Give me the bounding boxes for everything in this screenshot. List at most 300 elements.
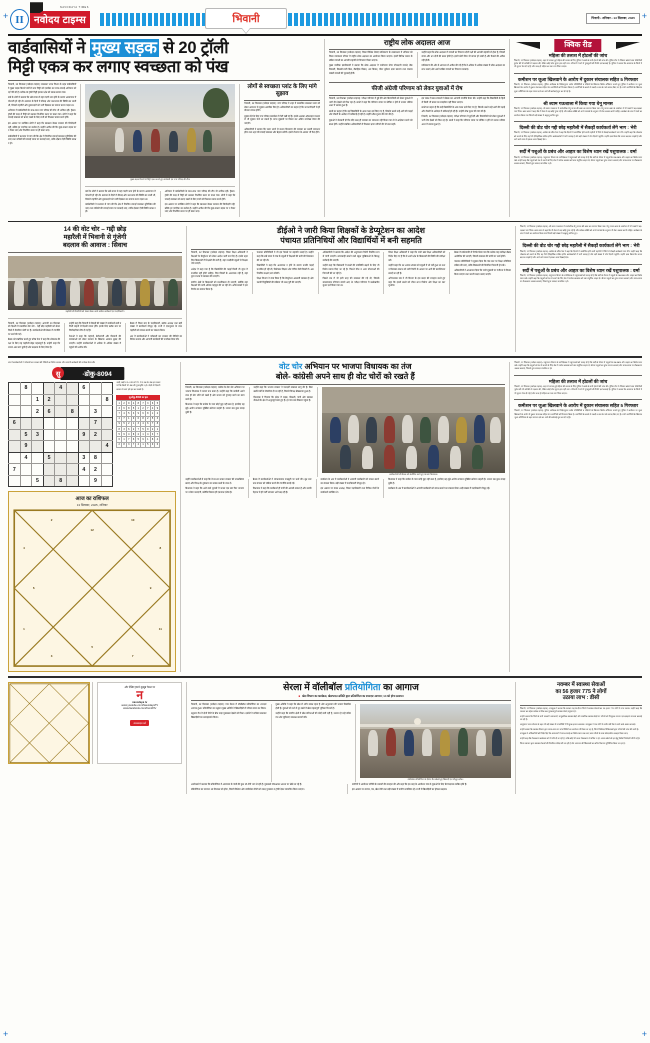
sudoku-answer-cell: 1 — [123, 437, 125, 441]
horoscope-date: 13 सितम्बर, 2025, शनिवार — [76, 502, 108, 507]
youtube-tagline: और देखिए हमारे यूट्यूब चैनल पर — [124, 685, 156, 689]
lead-para: अभियान में वार्डवासियों के साथ-साथ नगर परिषद की टीम भी शामिल रही। ट्रैक्टर-ट्रॉली की मदद से मिट्टी को उठाकर निर्धारित स्थान पर डाला गया। लोगों ने कहा कि सफाई व्यवस्था को बनाए रखने के लिए सभी को मिलकर प्रयास करने होंगे। — [164, 190, 236, 201]
fiji-headline: फीजी अंग्रेजी परिणाम को लेकर युवाओं में रोष — [371, 85, 463, 92]
sudoku-cell[interactable]: 3 — [90, 406, 102, 418]
sudoku-answer-cell: 8 — [151, 437, 154, 441]
volleyball-bullet: ■ खेल विभाग का कार्यक्रम, खेलभारत समिति द्वारा प्रतियोगिता का शानदार आगाज; 14 को होगा समापन — [191, 694, 511, 698]
sudoku-answer-cell: 9 — [142, 437, 144, 441]
sudoku-answer-cell: 8 — [128, 406, 130, 410]
sudoku-cell[interactable] — [9, 406, 21, 418]
sudoku-answer-cell: 6 — [137, 417, 139, 421]
sudoku-cell[interactable]: 7 — [9, 464, 21, 476]
kundli-house-number: 9 — [149, 586, 152, 591]
sudoku-cell[interactable] — [9, 441, 21, 453]
sudoku-cell[interactable] — [90, 383, 102, 395]
sudoku-cell[interactable]: 3 — [78, 452, 90, 464]
health-headline-3: उठाया लाभ : डीसी — [562, 695, 600, 702]
sudoku-answer-cell: 7 — [156, 432, 159, 436]
sudoku-answer-cell: 5 — [118, 432, 120, 436]
qr-headline: सर्दी में पशुओं के प्रबंध और आहार का विशेष ध्यान रखें पशुपालक : वर्मा — [519, 149, 637, 155]
mahrally-story — [8, 226, 182, 352]
sudoku-cell[interactable]: 4 — [55, 383, 67, 395]
sudoku-answer-cell: 3 — [118, 406, 120, 410]
qr-body: भिवानी, 12 सितम्बर (नवोदय टाइम्स): शहर से लापता हुई महिला की तलाश के लिए पुलिस ने कस्बे के सभी होटलों की जांच की। पुलिस टीम ने रजिस्टर खंगाले तथा सीसीटीवी फुटेज की भी बारीकी से पड़ताल की, लेकिन कोई ठोस सुराग हाथ नहीं लगा। परिजनों ने थाने में गुमशुदगी की रिपोर्ट दर्ज करवाई है। पुलिस ने बताया कि आसपास के जिलों में भी सूचना भेज दी गई है और जल्द ही महिला का पता लगा लिया जाएगा। — [514, 59, 642, 69]
health-para: जिला प्रशासन द्वारा स्वास्थ्य सेवाओं की नियमित समीक्षा की जा रही है और आमजन की शिकायतों का त्वरित निवारण सुनिश्चित किया जा रहा है। — [520, 742, 626, 745]
kundli-house-number: 8 — [159, 545, 162, 550]
lead-headline-part1: वार्डवासियों ने — [8, 38, 90, 57]
sudoku-cell[interactable] — [90, 441, 102, 453]
sudoku-cell[interactable] — [55, 464, 67, 476]
horoscope-title: आज का राशिफल — [75, 496, 109, 503]
sudoku-answer-cell: 3 — [132, 412, 135, 415]
sudoku-cell[interactable] — [55, 394, 67, 406]
banner-wing-right-icon — [616, 42, 640, 49]
sudoku-answer-cell: 1 — [156, 427, 159, 431]
sudoku-cell[interactable] — [78, 475, 90, 487]
sudoku-cell[interactable] — [55, 406, 67, 418]
deo-para: पिछले सत्र में भी इसी तरह की व्यवस्था की गई थी, जिसके सकारात्मक परिणाम सामने आए थे। परीक्षा परिणाम में उल्लेखनीय सुधार दर्ज किया गया था। — [322, 277, 380, 288]
kundli-house-number: 11 — [158, 626, 162, 631]
sudoku-answer-cell: 7 — [123, 417, 125, 421]
qr-tail-para: भिवानी, 12 सितम्बर (नवोदय टाइम्स): पशुपालन विभाग के उपनिदेशक ने पशुपालकों को सलाह दी है कि सर्दी के मौसम में पशुओं के रख-रखाव और आहार का विशेष ध्यान रखें। उन्होंने कहा कि पशुओं को ठंड से बचाने के लिए शेड में पर्याप्त व्यवस्था करें तथा संतुलित आहार दें। बीमार पशुओं का तुरंत उपचार करवाएं और समय-समय पर टीकाकरण अवश्य करवाएं, जिससे दुग्ध उत्पादन प्रभावित न हो। — [514, 361, 642, 371]
crop-mark-right: + — [641, 11, 647, 21]
sudoku-cell[interactable]: 6 — [78, 383, 90, 395]
kundli-house-number: 4 — [23, 545, 25, 550]
qr-headline: श्री श्याम गऊशाला में किया गया धेनू मानस — [543, 100, 613, 106]
lead-para: वार्ड के लोगों ने बताया कि लंबे समय से यहां गंदगी जमा होने के कारण आवागमन में परेशानी हो रही थी। बरसात के दिनों में कीचड़ और जलभराव की स्थिति बन जाती थी, जिससे राहगीरों और दुकानदारों को भारी दिक्कत का सामना करना पड़ता था। — [8, 96, 77, 107]
sudoku-cell[interactable] — [66, 383, 78, 395]
sudoku-cell[interactable] — [32, 452, 44, 464]
bottom-left-column — [8, 682, 182, 794]
sudoku-cell[interactable]: 3 — [32, 429, 44, 441]
sudoku-answer-cell: 1 — [147, 437, 149, 441]
bjp-para: विधायक ने गिनाया कि प्रदेश में सड़क, बिजली, पानी और स्वास्थ्य सेवाओं के क्षेत्र में अभूतपूर्व काम हुए हैं। हर गांव तक विकास पहुंचा है। — [253, 396, 313, 403]
fiji-para: भिवानी, 12 सितम्बर (नवोदय टाइम्स): परीक्षा परिणाम में हुई देरी और विसंगतियों को लेकर युवाओं में भारी रोष देखने को मिल रहा है। छात्रों ने कहा कि परिणाम समय पर घोषित न होने से उनका भविष्य अधर में लटका हुआ है। — [329, 97, 413, 108]
sudoku-answer-cell: 2 — [137, 432, 139, 436]
mahrally-tail-para: अंत में कार्यकर्ताओं ने नारेबाजी कर सरकार की नीतियों का विरोध जताया और आगामी कार्यक्रमों की रूपरेखा तैयार की। — [8, 361, 96, 364]
sudoku-answer-cell: 5 — [156, 401, 159, 405]
kundli-house-number: 1 — [23, 626, 25, 631]
sudoku-answer-cell: 1 — [142, 443, 144, 447]
deo-para: ग्रामीण क्षेत्रों के विद्यालयों को प्राथमिकता दी जाएगी, क्योंकि वहां शिक्षकों की कमी अधिक महसूस की जा रही थी। अभिभावकों ने इस निर्णय का स्वागत किया है। — [191, 281, 248, 292]
deo-para: उन्होंने कहा कि विद्यालयों में बच्चों की उपस्थिति बढ़ाने के लिए भी विशेष प्रयास किए जा रहे हैं। मिड-डे मील व अन्य योजनाओं की निगरानी की जा रही है। — [322, 264, 380, 275]
sudoku-cell[interactable] — [101, 429, 113, 441]
sudoku-grid[interactable] — [8, 382, 113, 487]
sudoku-cell[interactable]: 2 — [90, 429, 102, 441]
sudoku-cell[interactable] — [55, 441, 67, 453]
mahrally-para: बैठक में जिला स्तर के पदाधिकारी, ब्लॉक अध्यक्ष तथा बड़ी संख्या में कार्यकर्ता मौजूद रहे। सभी ने एकजुटता के साथ महारैली को सफल बनाने का संकल्प लिया। — [130, 322, 182, 333]
sudoku-answer-cell: 6 — [118, 437, 120, 441]
sudoku-answer-cell: 9 — [147, 427, 149, 431]
kundli-house-number: 5 — [91, 644, 93, 649]
qr-headline: कमीशन पर जुआ खिलवाने के आरोप में दुकान संचालक सहित 5 गिरफ्तार — [517, 76, 639, 82]
lead-headline-part2: से 20 ट्रॉली — [158, 38, 229, 57]
kundli-svg-bottom — [9, 683, 89, 763]
sudoku-answer-cell: 3 — [156, 417, 159, 421]
mahrally-headline-2: महारैली में भिवानी से गूंजेगी — [63, 234, 127, 242]
lokadalat-col-2 — [422, 52, 506, 78]
sudoku-cell[interactable]: 5 — [20, 429, 32, 441]
vb-para: आयोजकों ने बताया कि प्रतियोगिता में आसपास के गांवों की कुल 16 टीमें भाग ले रही हैं। मुकाबले नॉकआउट आधार पर खेले जा रहे हैं। — [191, 783, 302, 786]
sudoku-cell[interactable] — [66, 475, 78, 487]
fiji-col-1 — [329, 98, 413, 129]
sudoku-cell[interactable] — [43, 464, 55, 476]
vb-col-3 — [191, 784, 343, 795]
sudoku-answer-cell: 9 — [132, 417, 135, 421]
logo-flag-icon — [30, 2, 43, 13]
quick-read-column — [514, 39, 642, 217]
edition-tab[interactable] — [205, 8, 287, 29]
vb-para: उन्होंने कहा कि ग्रामीण क्षेत्रों में खेल प्रतिभाओं की कोई कमी नहीं है, जरूरत है उन्हें उचित मंच और सुविधाएं उपलब्ध करवाने की। — [275, 712, 351, 719]
deo-para: पंचायत प्रतिनिधियों ने भी इस फैसले पर सहमति जताई है। उन्होंने कहा कि लंबे समय से गांव के स्कूलों में शिक्षकों की कमी की शिकायत की जा रही थी। — [256, 252, 314, 262]
sudoku-rules: आड़ी, खड़ी व 3×3 के वर्ग में 1 से 9 तक के अंक इस प्रकार भरें कि किसी भी अंक की पुनरावृत्ति न हो। थोड़ी सी दिमागी कसरत से आप इसे हल कर सकते हैं। — [116, 382, 161, 391]
deo-para: भिवानी, 12 सितम्बर (नवोदय टाइम्स): जिला शिक्षा अधिकारी ने शिक्षकों के डेप्यूटेशन को लेकर आदेश जारी कर दिए हैं। इसके तहत जिन विद्यालयों में शिक्षकों की कमी है, वहां नजदीकी स्कूलों से शिक्षक भेजे जाएंगे। — [191, 252, 248, 266]
sudoku-answer-cell: 9 — [128, 401, 130, 405]
mahrally-para: नेताओं ने कहा कि महंगाई, बेरोजगारी और किसानों की समस्याओं को लेकर सरकार के खिलाफ आवाज बुलंद की जाएगी। उन्होंने कार्यकर्ताओं से अधिक से अधिक संख्या में पहुंचने की अपील की। — [69, 335, 121, 349]
lead-para: वार्ड के लोगों ने बताया कि लंबे समय से यहां गंदगी जमा होने के कारण आवागमन में परेशानी हो रही थी। बरसात के दिनों में कीचड़ और जलभराव की स्थिति बन जाती थी, जिससे राहगीरों और दुकानदारों को भारी दिक्कत का सामना करना पड़ता था। — [85, 190, 156, 201]
masthead — [0, 0, 650, 34]
sudoku-cell[interactable] — [32, 464, 44, 476]
lead-para: इस अवसर पर उपस्थित लोगों ने कहा कि स्वच्छता केवल सरकार की जिम्मेदारी नहीं, बल्कि हर नागरिक का कर्तव्य है। उन्होंने अपील की कि कूड़ा-कचरा सड़क पर न फेंका जाए और निर्धारित स्थान पर ही डाला जाए। — [164, 203, 236, 214]
second-band — [8, 226, 642, 352]
fiji-para: युवाओं ने चेतावनी दी कि यदि जल्द ही समस्या का समाधान नहीं किया गया तो वे आंदोलन करने को बाध्य होंगे। उन्होंने संबंधित अधिकारियों से मिलकर ज्ञापन सौंपने की भी बात कही। — [329, 119, 413, 126]
lead-column-2a — [85, 191, 156, 217]
sudoku-answer-cell: 5 — [151, 417, 154, 421]
vb-para: ग्रामीणों ने आयोजन समिति के प्रयासों की सराहना की और कहा कि इस तरह के आयोजन गांव के युवाओं के लिए प्रेरणादायक साबित होते हैं। — [352, 783, 468, 786]
sudoku-cell[interactable] — [20, 475, 32, 487]
puzzle-column — [8, 362, 176, 673]
sudoku-row — [9, 406, 113, 418]
deo-para: बैठक में सर्वसम्मति से निर्णय लिया गया कि प्रत्येक माह समीक्षा बैठक आयोजित की जाएगी, जिसमें व्यवस्था की प्रगति पर चर्चा होगी। — [454, 252, 511, 258]
lead-para: अभियान में वार्डवासियों के साथ-साथ नगर परिषद की टीम भी शामिल रही। ट्रैक्टर-ट्रॉली की मदद से मिट्टी को उठाकर निर्धारित स्थान पर डाला गया। लोगों ने कहा कि सफाई व्यवस्था को बनाए रखने के लिए सभी को मिलकर प्रयास करने होंगे। — [8, 109, 77, 120]
sudoku-cell[interactable] — [20, 464, 32, 476]
sudoku-answer-cell: 3 — [123, 427, 125, 431]
sudoku-cell[interactable]: 8 — [90, 452, 102, 464]
sudoku-answer-cell: 7 — [147, 406, 149, 410]
volleyball-photo — [360, 704, 511, 778]
sudoku-answer-cell: 1 — [142, 432, 144, 436]
banner-wing-left-icon — [516, 42, 540, 49]
lead-para: भिवानी, 12 सितम्बर (नवोदय टाइम्स): नगर परिषद ने शहर में प्रस्तावित स्वच्छता प्लांट को लेकर आमजन से सुझाव आमंत्रित किए हैं। अधिकारियों का कहना है कि जनभागीदारी से ही योजना सफल होगी। — [244, 102, 320, 113]
bjp-photo — [322, 387, 506, 473]
kundli-house-number: 10 — [131, 517, 135, 522]
sudoku-answer-cell: 8 — [156, 422, 159, 426]
deo-col-3 — [323, 252, 380, 294]
sudoku-answer-grid — [116, 400, 160, 448]
health-para: आयुष्मान भारत योजना के तहत भी बड़ी संख्या में लाभार्थियों ने निःशुल्क इलाज करवाया। उपायुक्त ने पात्र लोगों से अपील की कि वे अपने कार्ड अवश्य बनवाएं। — [520, 723, 636, 726]
vb-col-1 — [191, 704, 267, 782]
sudoku-answer-cell: 8 — [142, 417, 144, 421]
deo-headline-1: डीईओ ने जारी किया शिक्षकों के डेप्यूटेशन का आदेश — [277, 226, 425, 236]
masthead-stripe-right — [288, 13, 478, 26]
quick-read-item — [514, 125, 642, 142]
vb-col-4 — [352, 784, 504, 795]
lead-headline-highlight: मुख्य सड़क — [91, 38, 157, 57]
bjp-para: विधायक ने कहा कि आने वाले चुनावों में जनता एक बार फिर भाजपा पर भरोसा जताएगी, क्योंकि विकास ही एकमात्र एजेंडा है। — [185, 488, 244, 495]
dateline: भिवानी • शनिवार • 13 सितम्बर, 2025 — [586, 13, 640, 24]
bjp-col-4 — [253, 479, 312, 497]
vb-head-part1: सेरला में वॉलीबॉल — [283, 681, 345, 692]
lead-headline — [8, 39, 320, 58]
sudoku-cell[interactable]: 4 — [20, 452, 32, 464]
sudoku-answer-cell: 2 — [147, 417, 149, 421]
sudoku-cell[interactable]: 9 — [20, 441, 32, 453]
deo-para: पंचायत प्रतिनिधियों ने सुझाव दिया कि गांव स्तर पर शिक्षा समितियां सक्रिय की जाएं, ताकि विद्यालयों की नियमित निगरानी हो सके। — [454, 261, 511, 267]
col-lok-adalat — [329, 39, 505, 217]
sudoku-answer-cell: 8 — [123, 443, 125, 447]
sudoku-answer-cell: 1 — [118, 401, 120, 405]
sudoku-cell[interactable] — [43, 441, 55, 453]
sudoku-cell[interactable] — [9, 394, 21, 406]
qr-body: भिवानी, 12 सितम्बर (नवोदय टाइम्स): कांग्रेस के वरिष्ठ नेता ने कहा कि दिल्ली में आयोजित होने वाली महारैली में जिले से सैकड़ों कार्यकर्ता भाग लेंगे। उन्होंने कहा कि लोकतंत्र को बचाने के लिए यह रैली ऐतिहासिक साबित होगी। कार्यकर्ताओं में भारी उत्साह है और बड़ी संख्या में लोग दिल्ली पहुंचेंगे। उन्होंने दावा किया कि जनता बदलाव चाहती है और आने वाले समय में इसका असर दिखाई देगा। — [514, 132, 642, 142]
sudoku-answer-cell: 2 — [151, 427, 154, 431]
sudoku-answer-cell: 6 — [156, 443, 159, 447]
sudoku-cell[interactable] — [66, 394, 78, 406]
sudoku-cell[interactable]: 1 — [32, 394, 44, 406]
sudoku-answer-title: सु-डोकु-8093 का हल — [116, 395, 160, 400]
lead-story — [8, 39, 320, 217]
sudoku-answer-cell: 5 — [123, 422, 125, 426]
lokadalat-para: मुख्य न्यायिक दंडाधिकारी ने बताया कि लोक अदालत में राजीनामा योग्य फौजदारी मामले, बैंक रिकवरी, बिजली-पानी बिल, वैवाहिक विवाद, श्रम विवाद, मोटर दुर्घटना दावा प्रकरण तथा राजस्व संबंधी मामलों की सुनवाई होगी। — [329, 65, 413, 75]
kundli-house-number: 6 — [32, 586, 35, 591]
sudoku-cell[interactable] — [66, 417, 78, 429]
sudoku-answer-cell: 4 — [132, 401, 135, 405]
sudoku-answer-cell: 8 — [137, 401, 139, 405]
sudoku-answer-cell: 3 — [151, 432, 154, 436]
sudoku-cell[interactable] — [20, 417, 32, 429]
qr-body: भिवानी, 12 सितम्बर (नवोदय टाइम्स): पशुपालन विभाग के उपनिदेशक ने पशुपालकों को सलाह दी है कि सर्दी के मौसम में पशुओं के रख-रखाव और आहार का विशेष ध्यान रखें। उन्होंने कहा कि पशुओं को ठंड से बचाने के लिए शेड में पर्याप्त व्यवस्था करें तथा संतुलित आहार दें। बीमार पशुओं का तुरंत उपचार करवाएं और समय-समय पर टीकाकरण अवश्य करवाएं, जिससे दुग्ध उत्पादन प्रभावित न हो। — [514, 156, 642, 166]
volleyball-story — [191, 682, 511, 794]
quick-read-tail — [514, 362, 642, 673]
sudoku-answer-cell: 6 — [132, 437, 135, 441]
bjp-para: कार्यक्रम के अंत में कार्यकर्ताओं ने आगामी कार्यक्रमों को सफल बनाने का संकल्प लिया। बड़ी संख्या में पदाधिकारी मौजूद रहे। — [320, 479, 380, 486]
sudoku-cell[interactable] — [20, 394, 32, 406]
youtube-url-2[interactable]: www.facebook.com/KundliTv — [123, 706, 157, 710]
quick-read-continued — [520, 226, 642, 352]
edition-tab-label: भिवानी — [232, 12, 260, 25]
qr-headline: सर्दी में पशुओं के प्रबंध और आहार का विशेष ध्यान रखें पशुपालक : वर्मा — [522, 267, 640, 273]
crop-mark-left: + — [3, 11, 9, 21]
sudoku-cell[interactable]: 5 — [32, 475, 44, 487]
sudoku-answer-cell: 6 — [147, 422, 149, 426]
sudoku-cell[interactable]: 4 — [78, 464, 90, 476]
qr-cont-para: भिवानी, 12 सितम्बर (नवोदय टाइम्स): पशुपालन विभाग के उपनिदेशक ने पशुपालकों को सलाह दी है कि सर्दी के मौसम में पशुओं के रख-रखाव और आहार का विशेष ध्यान रखें। उन्होंने कहा कि पशुओं को ठंड से बचाने के लिए शेड में पर्याप्त व्यवस्था करें तथा संतुलित आहार दें। बीमार पशुओं का तुरंत उपचार करवाएं और समय-समय पर टीकाकरण अवश्य करवाएं, जिससे दुग्ध उत्पादन प्रभावित न हो। — [520, 274, 642, 284]
sudoku-cell[interactable] — [101, 475, 113, 487]
kundli-panel — [8, 682, 88, 764]
sudoku-answer-cell: 5 — [128, 412, 130, 415]
vb-col-2 — [276, 704, 352, 782]
lokadalat-para: भिवानी, 12 सितम्बर (नवोदय टाइम्स): जिला विधिक सेवाएं प्राधिकरण के तत्वावधान में शनिवार को जिला न्यायालय परिसर में राष्ट्रीय लोक अदालत का आयोजन किया जाएगा। इसमें विभिन्न प्रकार के लंबित मामलों का आपसी सहमति से निपटारा किया जाएगा। — [329, 52, 413, 62]
fiji-para: छात्रों का कहना है कि कई विद्यार्थियों के अंक गलत दर्ज किए गए हैं, जिसके चलते उन्हें आगे की पढ़ाई और नौकरी के आवेदन में कठिनाई हो रही है। उन्होंने शीघ्र सुधार की मांग की है। — [421, 106, 505, 113]
top-section — [8, 39, 642, 217]
sudoku-answer-cell: 9 — [137, 412, 139, 415]
bjp-para: इस अवसर पर मंडल अध्यक्ष, जिला पदाधिकारी तथा विभिन्न मोर्चों के कार्यकर्ता उपस्थित थे। — [320, 488, 380, 495]
sudoku-answer-cell: 5 — [137, 437, 139, 441]
fiji-para: छात्रों का कहना है कि कई विद्यार्थियों के अंक गलत दर्ज किए गए हैं, जिसके चलते उन्हें आगे की पढ़ाई और नौकरी के आवेदन में कठिनाई हो रही है। उन्होंने शीघ्र सुधार की मांग की है। — [329, 110, 413, 117]
sudoku-answer-cell: 4 — [118, 417, 120, 421]
bjp-headline-1 — [185, 362, 505, 372]
sudoku-cell[interactable] — [78, 406, 90, 418]
quick-read-title: क्विक रीड — [554, 39, 601, 52]
lead-photo — [85, 84, 235, 178]
sudoku-answer-cell: 7 — [128, 437, 130, 441]
sudoku-answer-cell: 2 — [123, 401, 125, 405]
sudoku-cell[interactable]: 2 — [43, 394, 55, 406]
fiji-para: इस संबंध में छात्र संगठनों ने बैठक कर आगामी रणनीति तैयार की। उन्होंने कहा कि विद्यार्थियों के हितों से किसी भी प्रकार का समझौता नहीं किया जाएगा। — [421, 97, 505, 104]
sudoku-cell[interactable] — [32, 441, 44, 453]
bjp-headline-2: बोले- कांग्रेसी अपने साथ ही वोट चोरों को रखते हैं — [275, 371, 415, 381]
bjp-col-6 — [388, 479, 505, 497]
sudoku-row — [9, 441, 113, 453]
bjp-para: विधायक ने कहा कि कांग्रेस के पास कोई मुद्दा नहीं बचा है, इसलिए वह झूठे आरोप लगाकर सुर्खियां बटोरना चाहती है। जनता सब कुछ समझ चुकी है। — [388, 479, 506, 486]
subscribe-button[interactable]: सब्सक्राइब करें — [130, 720, 149, 726]
lead-headline-line2: मिट्टी एकत्र कर लगाए स्वच्छता को पंख — [8, 58, 229, 77]
vb-para: प्रतियोगिता का समापन 14 सितम्बर को होगा, जिसमें विजेता और उपविजेता टीमों को नकद पुरस्कार व ट्रॉफी देकर सम्मानित किया जाएगा। — [191, 788, 305, 791]
youtube-promo[interactable] — [97, 682, 182, 764]
crop-mark-bottom-left: + — [3, 1029, 9, 1039]
sudoku-cell[interactable] — [90, 394, 102, 406]
sudoku-cell[interactable]: 9 — [78, 429, 90, 441]
sudoku-cell[interactable] — [66, 429, 78, 441]
sudoku-cell[interactable] — [43, 429, 55, 441]
subhead-plant: लोगों से स्वच्छता प्लांट के लिए मांगे सुझाव — [247, 84, 317, 97]
qr-headline: कमीशन पर जुआ खिलवाने के आरोप में दुकान संचालक सहित 5 गिरफ्तार — [518, 403, 639, 409]
sudoku-answer-cell: 6 — [128, 427, 130, 431]
sudoku-cell[interactable] — [101, 417, 113, 429]
sudoku-cell[interactable]: 7 — [90, 417, 102, 429]
sudoku-cell[interactable] — [101, 383, 113, 395]
sudoku-cell[interactable] — [78, 441, 90, 453]
sudoku-answer-cell: 7 — [132, 443, 135, 447]
sudoku-cell[interactable] — [78, 417, 90, 429]
sudoku-cell[interactable] — [55, 452, 67, 464]
lead-column-3 — [244, 84, 320, 217]
sudoku-title: -डोकु-8094 — [60, 367, 123, 380]
sudoku-cell[interactable] — [66, 441, 78, 453]
sudoku-cell[interactable] — [9, 383, 21, 395]
bjp-col-2 — [254, 387, 313, 477]
sudoku-cell[interactable]: 9 — [90, 475, 102, 487]
bjp-para: कार्यक्रम के अंत में कार्यकर्ताओं ने आगामी कार्यक्रमों को सफल बनाने का संकल्प लिया। बड़ी संख्या में पदाधिकारी मौजूद रहे। — [388, 488, 491, 491]
youtube-url-1[interactable]: www.youtube.com/NavodayaTV — [121, 703, 159, 707]
sudoku-answer-cell: 3 — [128, 443, 130, 447]
sudoku-answer-cell: 4 — [142, 422, 144, 426]
fiji-col-2 — [422, 98, 506, 129]
kundli-chart-bottom — [8, 682, 90, 764]
sudoku-cell[interactable]: 8 — [55, 475, 67, 487]
subhead-plant-body — [244, 103, 320, 136]
sudoku-answer-cell: 3 — [137, 422, 139, 426]
sudoku-cell[interactable] — [43, 417, 55, 429]
sudoku-answer-cell: 5 — [142, 427, 144, 431]
lokadalat-col-1 — [329, 52, 413, 78]
vb-para: मुख्य अतिथि ने कहा कि खेल से शरीर स्वस्थ रहता है और अनुशासन की भावना विकसित होती है। युवाओं को नशे से दूर रखने में खेल महत्वपूर्ण भूमिका निभाते हैं। — [275, 703, 351, 710]
sudoku-cell[interactable]: 2 — [32, 406, 44, 418]
sudoku-cell[interactable] — [101, 452, 113, 464]
brand-sub: NAVODAYA TIMES — [60, 6, 89, 10]
sudoku-cell[interactable]: 6 — [9, 417, 21, 429]
mahrally-headline-3: बदलाव की आवाज : सिवाच — [62, 241, 128, 249]
fiji-para: भिवानी, 12 सितम्बर (नवोदय टाइम्स): परीक्षा परिणाम में हुई देरी और विसंगतियों को लेकर युवाओं में भारी रोष देखने को मिल रहा है। छात्रों ने कहा कि परिणाम समय पर घोषित न होने से उनका भविष्य अधर में लटका हुआ है। — [421, 115, 505, 126]
sudoku-cell[interactable] — [66, 464, 78, 476]
sudoku-cell[interactable] — [55, 417, 67, 429]
qr-body: भिवानी, 12 सितम्बर (नवोदय टाइम्स): पुलिस अधीक्षक के निर्देशानुसार अवैध गतिविधियों व संदिग्धों के खिलाफ विशेष अभियान चलाते हुए पुलिस ने कमीशन पर जुआ खिलवाने के आरोप में दुकान संचालक सहित पांच आरोपियों को गिरफ्तार किया है। आरोपियों के कब्जे से नकदी व ताश के पत्ते बरामद किए गए हैं। सभी आरोपियों के खिलाफ जुआ अधिनियम के तहत मामला दर्ज कर आगे की कार्रवाई शुरू कर दी गई है। — [514, 83, 642, 93]
lead-para: इस अवसर पर उपस्थित लोगों ने कहा कि स्वच्छता केवल सरकार की जिम्मेदारी नहीं, बल्कि हर नागरिक का कर्तव्य है। उन्होंने अपील की कि कूड़ा-कचरा सड़क पर न फेंका जाए और निर्धारित स्थान पर ही डाला जाए। — [8, 122, 77, 133]
sudoku-cell[interactable]: 4 — [101, 441, 113, 453]
lead-photo-caption: मुख्य सड़क किनारे से मिट्टी एकत्र करते हुए वार्डवासी एवं नगर परिषद की टीम। — [130, 179, 191, 182]
deo-para: अभिभावक संघ ने भी विभाग के इस कदम की सराहना करते हुए कहा कि इससे बच्चों को सीधा लाभ मिलेगा और शिक्षा का स्तर सुधरेगा। — [388, 277, 446, 288]
sudoku-cell[interactable]: 6 — [43, 406, 55, 418]
sudoku-cell[interactable]: 2 — [90, 464, 102, 476]
lokadalat-headline: राष्ट्रीय लोक अदालत आज — [383, 37, 451, 47]
sudoku-row — [9, 417, 113, 429]
sudoku-cell[interactable] — [55, 429, 67, 441]
deo-para: जिला शिक्षा अधिकारी ने कहा कि सभी खंड शिक्षा अधिकारियों को निर्देश दिए गए हैं कि वे अपने क्षेत्र के विद्यालयों की स्थिति की समीक्षा करें। — [388, 252, 446, 262]
sudoku-cell[interactable] — [101, 464, 113, 476]
logo-mark-icon: II — [10, 9, 29, 30]
sudoku-cell[interactable] — [9, 429, 21, 441]
sudoku-cell[interactable]: 8 — [66, 406, 78, 418]
sudoku-cell[interactable] — [20, 406, 32, 418]
sudoku-row — [9, 429, 113, 441]
sudoku-cell[interactable] — [32, 383, 44, 395]
sudoku-cell[interactable] — [9, 452, 21, 464]
health-para: उन्होंने बताया कि जिले के सभी सरकारी अस्पतालों, सामुदायिक स्वास्थ्य केंद्रों और प्राथमिक स्वास्थ्य केंद्रों पर मरीजों को निःशुल्क उपचार एवं दवाइयां उपलब्ध करवाई जा रही हैं। — [520, 715, 642, 722]
crop-mark-bottom-right: + — [641, 1029, 647, 1039]
sudoku-answer-cell: 2 — [128, 422, 130, 426]
sudoku-cell[interactable]: 8 — [101, 394, 113, 406]
sudoku-cell[interactable] — [78, 394, 90, 406]
sudoku-cell[interactable] — [101, 406, 113, 418]
mahrally-photo-caption: महारैली की तैयारियों को लेकर बैठक करते कांग्रेस कार्यकर्ता एवं पदाधिकारी। — [65, 310, 125, 313]
sudoku-answer-cell: 5 — [132, 406, 135, 410]
bjp-headline-highlight: वोट चोर — [279, 361, 303, 371]
sudoku-answer-cell: 4 — [128, 432, 130, 436]
bjp-para: बैठक में कार्यकर्ताओं ने संगठनात्मक मजबूती पर चर्चा की। बूथ स्तर तक संगठन को सक्रिय करने की रणनीति बनाई गई। — [252, 479, 312, 486]
quick-read-item — [514, 149, 642, 166]
lead-column-1 — [8, 84, 76, 217]
vb-head-part2: का आगाज — [380, 681, 419, 692]
sudoku-cell[interactable] — [43, 383, 55, 395]
sudoku-cell[interactable]: 8 — [20, 383, 32, 395]
mahrally-para: अंत में कार्यकर्ताओं ने नारेबाजी कर सरकार की नीतियों का विरोध जताया और आगामी कार्यक्रमों की रूपरेखा तैयार की। — [130, 335, 182, 342]
sudoku-cell[interactable]: 5 — [43, 452, 55, 464]
deo-para: आदेश में कहा गया है कि विद्यार्थियों की पढ़ाई किसी भी सूरत में प्रभावित नहीं होनी चाहिए। जिन विषयों के अध्यापक नहीं हैं, वहां तुरंत प्रभाव से व्यवस्था की जाएगी। — [191, 268, 248, 279]
masthead-stripe-left — [100, 13, 220, 26]
deo-para: विद्यार्थियों ने कहा कि अध्यापक न होने के कारण उनकी पढ़ाई प्रभावित हो रही थी, विशेषकर विज्ञान और गणित जैसे विषयों में। अब नियमित कक्षाएं लग सकेंगी। — [256, 264, 314, 275]
sudoku-answer-cell: 1 — [128, 417, 130, 421]
health-headline-2: का 56 हजार 775 ने लोगों — [555, 688, 607, 695]
sudoku-answer-cell: 2 — [132, 427, 135, 431]
vb-head-highlight: प्रतियोगिता — [344, 681, 381, 692]
sudoku-row — [9, 394, 113, 406]
sudoku-cell[interactable] — [66, 452, 78, 464]
sudoku-answer-cell: 4 — [156, 437, 159, 441]
sudoku-cell[interactable] — [43, 475, 55, 487]
sudoku-cell[interactable] — [32, 417, 44, 429]
sudoku-cell[interactable] — [9, 475, 21, 487]
bottom-band — [8, 682, 642, 794]
lead-para: वार्डवासियों ने प्रशासन से मांग की कि क्षेत्र में नियमित सफाई व्यवस्था सुनिश्चित की जाए तथा नालियों की सफाई समय पर करवाई जाए, ताकि दोबारा ऐसी स्थिति उत्पन्न न हो। — [8, 135, 77, 146]
sudoku-answer-cell: 6 — [123, 406, 125, 410]
sudoku-badge: सु — [52, 367, 64, 379]
mahrally-para: भिवानी, 12 सितम्बर (नवोदय टाइम्स): आगामी 14 सितम्बर को दिल्ली में प्रस्तावित वोट चोर - गद्दी छोड़ महारैली को लेकर जिले में तैयारियां जोरों पर हैं। कार्यकर्ताओं की बैठक में रणनीति पर चर्चा की गई। — [8, 322, 60, 337]
qr-cont-para: भिवानी, 12 सितम्बर (नवोदय टाइम्स): श्री श्याम गऊशाला में सार्वजनिक धेनू मानस की कथा का समापन किया गया। धेनू मानस कथा के आयोजन में गौ भक्तों ने बढ़-चढ़कर भाग लिया। कथा व्यास ने कहा कि गौ सेवा से बड़ा कोई पुण्य नहीं है और प्रत्येक व्यक्ति को अपने सामर्थ्य के अनुसार गौ सेवा अवश्य करनी चाहिए। कार्यक्रम के अंत में भंडारे का आयोजन किया गया जिसमें बड़ी संख्या में श्रद्धालु शामिल हुए। — [520, 226, 642, 236]
bjp-para: उन्होंने कहा कि भाजपा सरकार ने पारदर्शी व्यवस्था लागू की है। बिना खर्ची-पर्ची के नौकरियां दी जा रही हैं, जिससे विपक्ष बौखलाया हुआ है। — [253, 387, 313, 394]
health-story — [520, 682, 642, 794]
kundli-house-number: 3 — [50, 654, 53, 659]
sudoku-answer-row — [117, 442, 160, 447]
